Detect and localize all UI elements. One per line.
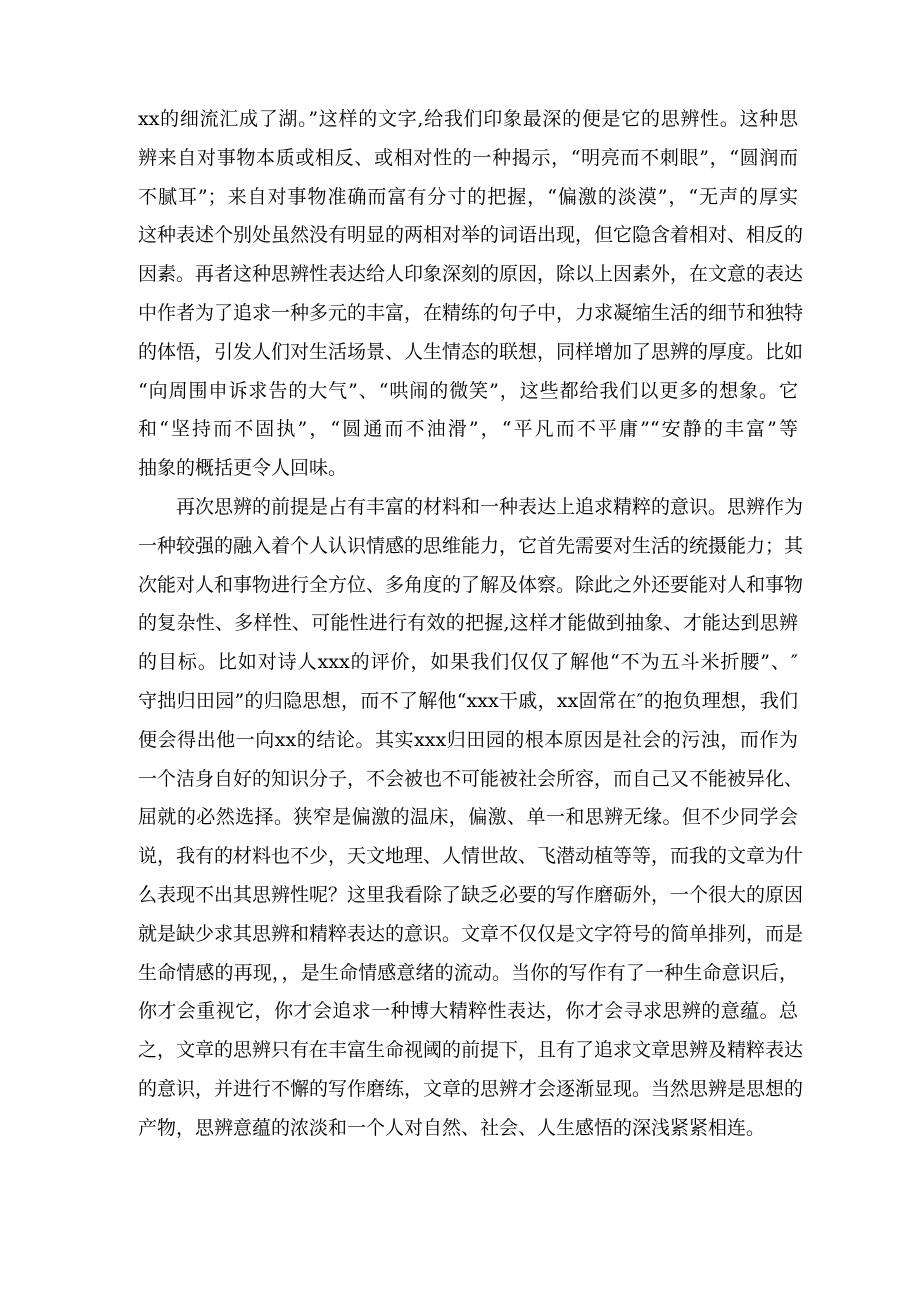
paragraph-2 [138,488,804,1148]
text-line: 次能对人和事物进行全方位、多角度的了解及体察。除此之外还要能对人和事物 [138,573,804,596]
text-line: 你才会重视它，你才会追求一种博大精粹性表达，你才会寻求思辨的意蕴。总 [138,1000,798,1023]
text-line: 就是缺少求其思辨和精粹表达的意识。文章不仅仅是文字符号的简单排列，而是 [138,922,804,945]
text-line: 之，文章的思辨只有在丰富生命视阈的前提下，且有了追求文章思辨及精粹表达 [138,1039,804,1062]
text-line: “向周围申诉求告的大气”、“哄闹的微笑”，这些都给我们以更多的想象。它 [138,379,798,402]
text-line: 屈就的必然选择。狭窄是偏激的温床，偏激、单一和思辨无缘。但不少同学会 [138,806,798,829]
text-line: 因素。再者这种思辨性表达给人印象深刻的原因，除以上因素外，在文意的表达 [138,263,804,286]
text-line: 的意识，并进行不懈的写作磨练，文章的思辨才会逐渐显现。当然思辨是思想的 [138,1077,804,1100]
document-body [138,100,804,1148]
text-line: 说，我有的材料也不少，天文地理、人情世故、飞潜动植等等，而我的文章为什 [138,845,804,868]
text-line: 中作者为了追求一种多元的丰富，在精练的句子中，力求凝缩生活的细节和独特 [138,301,804,324]
text-line: 抽象的概括更令人回味。 [138,457,348,480]
text-line: 生命情感的再现，，是生命情感意绪的流动。当你的写作有了一种生命意识后， [138,961,798,984]
text-line: 的复杂性、多样性、可能性进行有效的把握,这样才能做到抽象、才能达到思辨 [138,612,798,635]
text-line: 的目标。比如对诗人xxx的评价，如果我们仅仅了解他“不为五斗米折腰”、″ [138,651,798,674]
text-line: xx的细流汇成了湖。”这样的文字,给我们印象最深的便是它的思辨性。这种思 [138,108,798,130]
text-line: 便会得出他一向xx的结论。其实xxx归田园的根本原因是社会的污浊，而作为 [138,728,798,751]
paragraph-1 [138,100,804,488]
text-line: 的体悟，引发人们对生活场景、人生情态的联想，同样增加了思辨的厚度。比如 [138,340,804,363]
text-line: 辨来自对事物本质或相反、或相对性的一种揭示，“明亮而不刺眼”，“圆润而 [138,146,798,169]
text-line: 不腻耳”；来自对事物准确而富有分寸的把握，“偏激的淡漠”，“无声的厚实 [138,185,798,208]
text-line: 和“坚持而不固执”，“圆通而不油滑”，“平凡而不平庸”“安静的丰富”等 [138,418,798,441]
text-line: 一种较强的融入着个人认识情感的思维能力，它首先需要对生活的统摄能力；其 [138,534,804,557]
text-line: 守拙归田园”的归隐思想，而不了解他“xxx干戚，xx固常在″的抱负理想，我们 [138,689,798,712]
text-line: 一个洁身自好的知识分子，不会被也不可能被社会所容，而自己又不能被异化、 [138,767,804,790]
text-line: 么表现不出其思辨性呢？这里我看除了缺乏必要的写作磨砺外，一个很大的原因 [138,883,804,906]
text-line: 再次思辨的前提是占有丰富的材料和一种表达上追求精粹的意识。思辨作为 [176,495,804,518]
text-line: 产物，思辨意蕴的浓淡和一个人对自然、社会、人生感悟的深浅紧紧相连。 [138,1116,766,1139]
text-line: 这种表述个别处虽然没有明显的两相对举的词语出现，但它隐含着相对、相反的 [138,224,804,247]
